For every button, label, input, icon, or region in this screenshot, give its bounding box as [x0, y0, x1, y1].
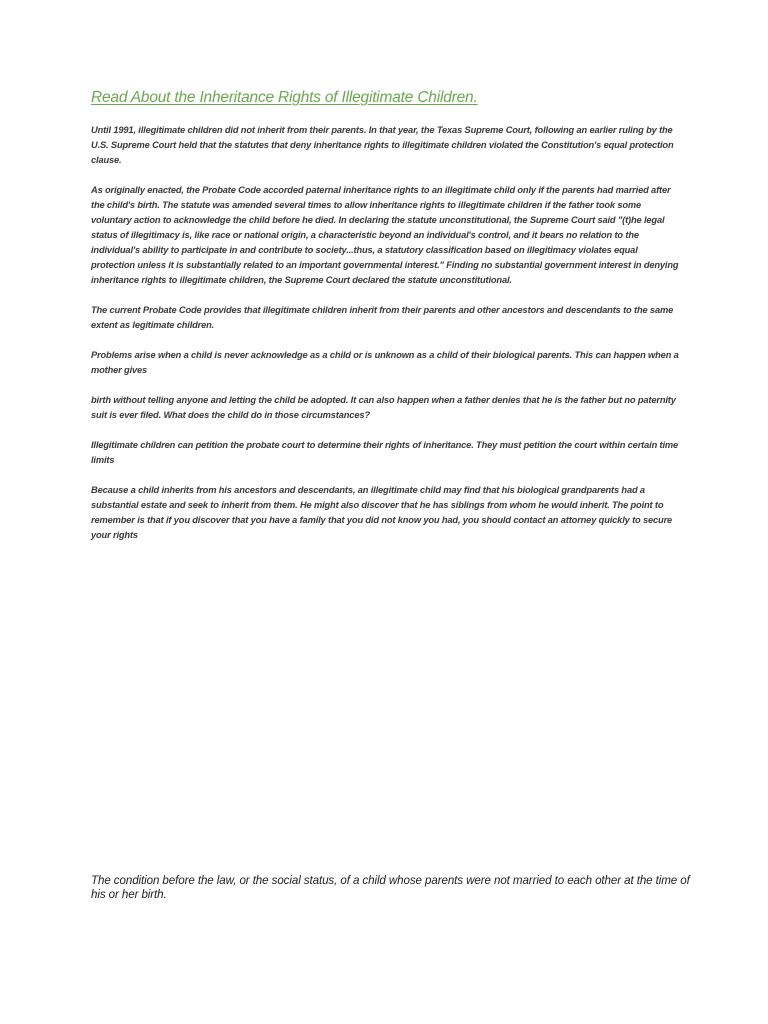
document-body [91, 123, 683, 558]
paragraph-7: Because a child inherits from his ancestors and descendants, an illegitimate child may find that his biological grandparents had a substantial estate and seek to inherit from them. He might also discover that he has siblings from whom he would inherit. The point to remember is that if you discover that you have a family that you did not know you had, you should contact an attorney quickly to secure your rights [91, 485, 673, 540]
paragraph-2: As originally enacted, the Probate Code accorded paternal inheritance rights to an illegitimate child only if the parents had married after the child's birth. The statute was amended several times to allow inheritance rights to illegitimate children if the father took some voluntary action to acknowledge the child before he died. In declaring the statute unconstitutional, the Supreme Court said "(t)he legal status of illegitimacy is, like race or national origin, a characteristic beyond an individual's control, and it bears no relation to the individual's ability to participate in and contribute to society...thus, a statutory classification based on illegitimacy violates equal protection unless it is substantially related to an important governmental interest." Finding no substantial government interest in denying inheritance rights to illegitimate children, the Supreme Court declared the statute unconstitutional. [91, 185, 679, 285]
document-title: Read About the Inheritance Rights of Illegitimate Children. [91, 89, 478, 106]
paragraph-1: Until 1991, illegitimate children did not inherit from their parents. In that year, the Texas Supreme Court, following an earlier ruling by the U.S. Supreme Court held that the statutes that deny inheritance rights to illegitimate children violated the Constitution's equal protection clause. [91, 125, 674, 165]
paragraph-3: The current Probate Code provides that illegitimate children inherit from their parents and other ancestors and descendants to the same extent as legitimate children. [91, 305, 674, 330]
paragraph-5: birth without telling anyone and letting the child be adopted. It can also happen when a father denies that he is the father but no paternity suit is ever filed. What does the child do in those circumstances? [91, 395, 676, 420]
definition-footnote: The condition before the law, or the social status, of a child whose parents were not married to each other at the time of his or her birth. [91, 874, 690, 901]
paragraph-4: Problems arise when a child is never acknowledge as a child or is unknown as a child of their biological parents. This can happen when a mother gives [91, 350, 679, 375]
paragraph-6: Illegitimate children can petition the probate court to determine their rights of inheritance. They must petition the court within certain time limits [91, 440, 679, 465]
